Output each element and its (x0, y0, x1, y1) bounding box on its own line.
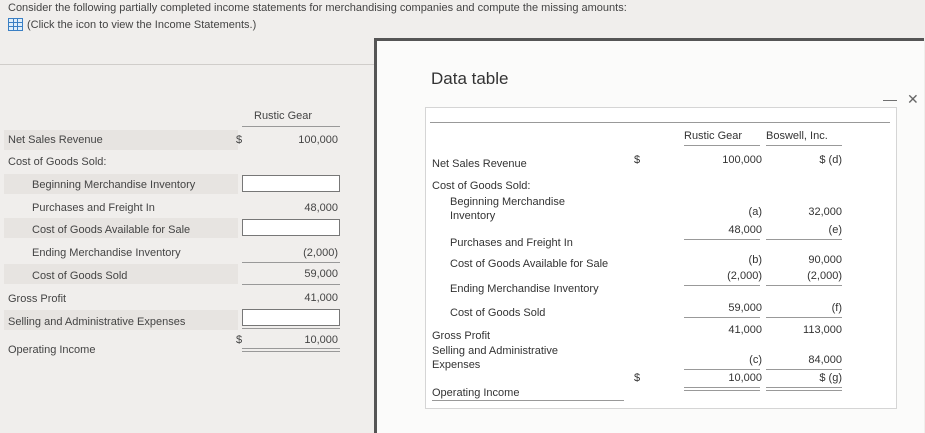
divider (0, 64, 380, 65)
dt-rule (684, 317, 760, 318)
dt-rule (766, 145, 842, 146)
dt-rule (684, 285, 760, 286)
available-input[interactable] (242, 219, 340, 236)
ws-label-op-income: Operating Income (8, 344, 96, 356)
dt-col-boswell: Boswell, Inc. (766, 130, 828, 142)
ws-dollar: $ (236, 134, 243, 146)
dt-rustic-beg-inv: (a) (748, 206, 762, 218)
ws-val-purchases: 48,000 (304, 202, 338, 214)
data-table-title: Data table (431, 69, 509, 88)
dt-label-purchases: Purchases and Freight In (450, 237, 573, 249)
sga-input[interactable] (242, 309, 340, 326)
dt-boswell-op-income: $ (g) (819, 372, 842, 384)
ws-label-gross-profit: Gross Profit (8, 293, 67, 305)
dt-rustic-net-sales: 100,000 (722, 154, 762, 166)
dt-label-sga-2: Expenses (432, 359, 481, 371)
dt-rustic-gross-profit: 41,000 (728, 324, 762, 336)
ws-double-rule (242, 351, 340, 352)
dt-rustic-end-inv: (2,000) (727, 270, 762, 282)
dt-rustic-op-income: 10,000 (728, 372, 762, 384)
dt-boswell-gross-profit: 113,000 (803, 324, 842, 336)
dt-double-rule (684, 387, 760, 388)
beg-inv-input[interactable] (242, 175, 340, 192)
icon-hint: (Click the icon to view the Income Statements.) (27, 18, 257, 31)
ws-val-gross-profit: 41,000 (304, 292, 338, 304)
dt-rule (766, 239, 842, 240)
dt-label-cogs-total: Cost of Goods Sold (450, 307, 546, 319)
ws-rule (242, 262, 340, 263)
dt-label-beg-inv-2: Inventory (450, 210, 496, 222)
ws-val-op-income: 10,000 (304, 334, 338, 346)
dt-rustic-cogs-total: 59,000 (728, 302, 762, 314)
dt-label-gross-profit: Gross Profit (432, 330, 491, 342)
ws-val-net-sales: 100,000 (298, 134, 338, 146)
dt-col-rustic: Rustic Gear (684, 130, 743, 142)
ws-val-cogs-total: 59,000 (304, 268, 338, 280)
ws-label-end-inv: Ending Merchandise Inventory (32, 247, 181, 259)
dt-rule (766, 369, 842, 370)
ws-rule (242, 328, 340, 329)
dt-double-rule (766, 387, 842, 388)
dt-rule (766, 285, 842, 286)
minimize-button[interactable]: — (883, 91, 897, 107)
dt-label-beg-inv-1: Beginning Merchandise (450, 196, 565, 208)
ws-label-cogs: Cost of Goods Sold: (8, 156, 107, 168)
dt-boswell-end-inv: (2,000) (807, 270, 842, 282)
dt-rule (432, 400, 624, 401)
worksheet (4, 100, 364, 370)
dt-boswell-net-sales: $ (d) (819, 154, 842, 166)
dt-label-op-income: Operating Income (432, 387, 520, 399)
ws-label-net-sales: Net Sales Revenue (8, 134, 103, 146)
dt-label-available: Cost of Goods Available for Sale (450, 258, 609, 270)
dt-boswell-cogs-total: (f) (831, 302, 842, 314)
instruction-text: Consider the following partially completed income statements for merchandising companies and compute the missing amounts: (8, 2, 627, 14)
ws-label-sga: Selling and Administrative Expenses (8, 316, 186, 328)
dt-rustic-available: (b) (748, 254, 762, 266)
close-button[interactable]: ✕ (907, 91, 919, 107)
ws-header-rule (242, 126, 340, 127)
ws-dollar: $ (236, 334, 243, 346)
ws-label-cogs-total: Cost of Goods Sold (32, 270, 128, 282)
dt-dollar: $ (634, 372, 641, 384)
view-statements-link[interactable] (8, 18, 256, 31)
dt-rule (684, 369, 760, 370)
dt-boswell-available: 90,000 (808, 254, 842, 266)
dt-label-end-inv: Ending Merchandise Inventory (450, 283, 599, 295)
dt-boswell-sga: 84,000 (808, 354, 842, 366)
ws-label-purchases: Purchases and Freight In (32, 202, 155, 214)
ws-label-beg-inv: Beginning Merchandise Inventory (32, 179, 196, 191)
dt-rustic-purchases: 48,000 (728, 224, 762, 236)
ws-rule (242, 284, 340, 285)
dt-boswell-purchases: (e) (828, 224, 842, 236)
dt-double-rule (766, 390, 842, 391)
dt-dollar: $ (634, 154, 641, 166)
dt-label-net-sales: Net Sales Revenue (432, 158, 527, 170)
dt-double-rule (684, 390, 760, 391)
ws-column-header: Rustic Gear (254, 110, 313, 122)
data-table-window (374, 38, 924, 433)
dt-top-rule (430, 122, 890, 123)
ws-label-available: Cost of Goods Available for Sale (32, 224, 191, 236)
dt-rustic-sga: (c) (749, 354, 762, 366)
dt-label-sga-1: Selling and Administrative (432, 345, 558, 357)
ws-val-end-inv: (2,000) (303, 247, 338, 259)
ws-rule (242, 348, 340, 349)
dt-rule (684, 239, 760, 240)
dt-label-cogs: Cost of Goods Sold: (432, 180, 531, 192)
dt-boswell-beg-inv: 32,000 (808, 206, 842, 218)
table-icon[interactable] (8, 18, 23, 31)
data-table (425, 107, 897, 409)
dt-rule (684, 145, 760, 146)
dt-rule (766, 317, 842, 318)
